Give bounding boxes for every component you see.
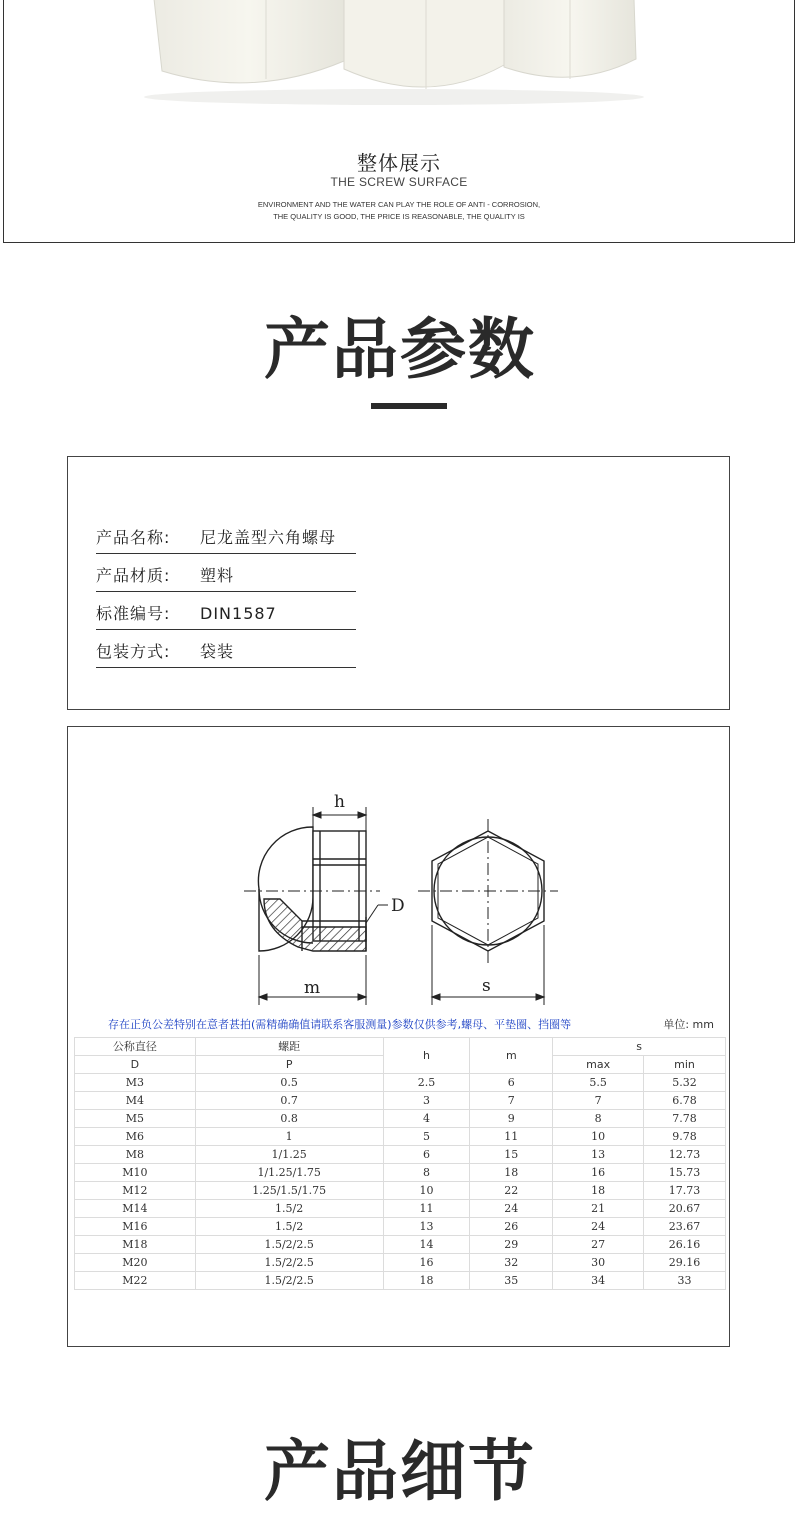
table-cell: 8 (383, 1164, 470, 1182)
header-s-max: max (553, 1056, 644, 1074)
table-cell: 15 (470, 1146, 553, 1164)
table-row (75, 1218, 726, 1236)
m-label: m (304, 978, 321, 998)
table-cell: M4 (75, 1092, 196, 1110)
table-cell: 33 (644, 1272, 726, 1290)
table-cell: 26.16 (644, 1236, 726, 1254)
table-cell: 1/1.25 (195, 1146, 383, 1164)
info-row-standard (96, 599, 356, 630)
unit-label: 单位: mm (663, 1018, 714, 1031)
info-value: 塑料 (200, 566, 235, 585)
table-row (75, 1236, 726, 1254)
table-row (75, 1110, 726, 1128)
table-cell: 30 (553, 1254, 644, 1272)
table-cell: 3 (383, 1092, 470, 1110)
table-cell: 22 (470, 1182, 553, 1200)
table-row (75, 1146, 726, 1164)
table-cell: 26 (470, 1218, 553, 1236)
header-s: s (553, 1038, 726, 1056)
photo-description-line: THE QUALITY IS GOOD, THE PRICE IS REASONABLE, THE QUALITY IS (273, 212, 525, 221)
photo-title: 整体展示 (357, 151, 441, 175)
table-cell: 11 (383, 1200, 470, 1218)
table-cell: 6 (470, 1074, 553, 1092)
table-cell: 10 (553, 1128, 644, 1146)
table-cell: 1.5/2 (195, 1218, 383, 1236)
table-cell: 1.5/2/2.5 (195, 1254, 383, 1272)
table-row (75, 1164, 726, 1182)
section-heading-params: 产品参数 (264, 311, 536, 388)
table-cell: M12 (75, 1182, 196, 1200)
table-cell: 27 (553, 1236, 644, 1254)
table-cell: 6 (383, 1146, 470, 1164)
photo-description-line: ENVIRONMENT AND THE WATER CAN PLAY THE ROLE OF ANTI - CORROSION, (257, 200, 541, 209)
info-row-name (96, 523, 356, 554)
table-row (75, 1200, 726, 1218)
info-value: 尼龙盖型六角螺母 (200, 528, 337, 547)
info-value: 袋装 (200, 642, 235, 661)
table-cell: 1.5/2 (195, 1200, 383, 1218)
spec-table (74, 1037, 726, 1290)
header-p-top: 螺距 (195, 1038, 383, 1056)
table-cell: 10 (383, 1182, 470, 1200)
table-cell: 13 (553, 1146, 644, 1164)
table-cell: 1 (195, 1128, 383, 1146)
table-cell: 7 (470, 1092, 553, 1110)
table-cell: 24 (553, 1218, 644, 1236)
header-p-bottom: P (195, 1056, 383, 1074)
info-row-packaging (96, 637, 356, 668)
photo-subtitle: THE SCREW SURFACE (330, 175, 468, 189)
table-cell: M20 (75, 1254, 196, 1272)
table-cell: 32 (470, 1254, 553, 1272)
table-cell: 7 (553, 1092, 644, 1110)
table-cell: 17.73 (644, 1182, 726, 1200)
table-cell: 8 (553, 1110, 644, 1128)
table-cell: 29 (470, 1236, 553, 1254)
header-m: m (470, 1038, 553, 1074)
header-h: h (383, 1038, 470, 1074)
table-cell: 1.5/2/2.5 (195, 1236, 383, 1254)
table-cell: 1.5/2/2.5 (195, 1272, 383, 1290)
table-cell: 18 (383, 1272, 470, 1290)
table-cell: M6 (75, 1128, 196, 1146)
table-cell: 0.7 (195, 1092, 383, 1110)
table-cell: 5.5 (553, 1074, 644, 1092)
table-cell: 0.8 (195, 1110, 383, 1128)
table-cell: 23.67 (644, 1218, 726, 1236)
table-row (75, 1128, 726, 1146)
table-cell: 1.25/1.5/1.75 (195, 1182, 383, 1200)
info-label: 产品材质: (96, 566, 171, 585)
table-cell: 6.78 (644, 1092, 726, 1110)
table-cell: 11 (470, 1128, 553, 1146)
table-cell: 18 (553, 1182, 644, 1200)
header-d-top: 公称直径 (75, 1038, 196, 1056)
table-cell: 14 (383, 1236, 470, 1254)
table-cell: 18 (470, 1164, 553, 1182)
info-label: 产品名称: (96, 528, 171, 547)
table-cell: M14 (75, 1200, 196, 1218)
table-row (75, 1254, 726, 1272)
table-cell: 9.78 (644, 1128, 726, 1146)
table-cell: M10 (75, 1164, 196, 1182)
table-cell: M16 (75, 1218, 196, 1236)
table-cell: M8 (75, 1146, 196, 1164)
product-photo-panel (3, 0, 795, 243)
info-row-material (96, 561, 356, 592)
header-d-bottom: D (75, 1056, 196, 1074)
table-cell: 7.78 (644, 1110, 726, 1128)
table-cell: 35 (470, 1272, 553, 1290)
table-row (75, 1092, 726, 1110)
info-label: 包装方式: (96, 642, 171, 661)
table-cell: 5 (383, 1128, 470, 1146)
table-cell: 21 (553, 1200, 644, 1218)
photo-description (4, 199, 794, 223)
product-info-box (67, 456, 730, 710)
table-cell: 29.16 (644, 1254, 726, 1272)
spec-note: 存在正负公差特别在意者甚拍(需精确确值请联系客服测量)参数仅供参考,螺母、平垫圈、挡圈等 (108, 1018, 572, 1031)
spec-box (67, 726, 730, 1347)
header-s-min: min (644, 1056, 726, 1074)
table-cell: 1/1.25/1.75 (195, 1164, 383, 1182)
table-row (75, 1272, 726, 1290)
table-row (75, 1182, 726, 1200)
table-cell: 9 (470, 1110, 553, 1128)
info-value: DIN1587 (200, 604, 277, 623)
h-label: h (334, 792, 345, 812)
table-cell: 0.5 (195, 1074, 383, 1092)
table-header-row (75, 1038, 726, 1056)
table-row (75, 1074, 726, 1092)
table-cell: M5 (75, 1110, 196, 1128)
spec-note-row (74, 1013, 728, 1037)
table-cell: 16 (553, 1164, 644, 1182)
table-cell: 24 (470, 1200, 553, 1218)
info-label: 标准编号: (96, 604, 171, 623)
cap-nut-drawing (68, 727, 729, 1012)
s-label: s (482, 976, 491, 996)
table-cell: 20.67 (644, 1200, 726, 1218)
table-cell: M22 (75, 1272, 196, 1290)
table-cell: M3 (75, 1074, 196, 1092)
heading-underline (371, 403, 447, 409)
table-cell: M18 (75, 1236, 196, 1254)
front-view (418, 819, 558, 963)
table-cell: 4 (383, 1110, 470, 1128)
section-heading-details: 产品细节 (264, 1433, 536, 1510)
side-view (244, 827, 388, 951)
table-cell: 12.73 (644, 1146, 726, 1164)
d-label: D (391, 896, 405, 916)
table-cell: 34 (553, 1272, 644, 1290)
table-cell: 16 (383, 1254, 470, 1272)
table-cell: 2.5 (383, 1074, 470, 1092)
table-cell: 5.32 (644, 1074, 726, 1092)
table-cell: 15.73 (644, 1164, 726, 1182)
table-cell: 13 (383, 1218, 470, 1236)
